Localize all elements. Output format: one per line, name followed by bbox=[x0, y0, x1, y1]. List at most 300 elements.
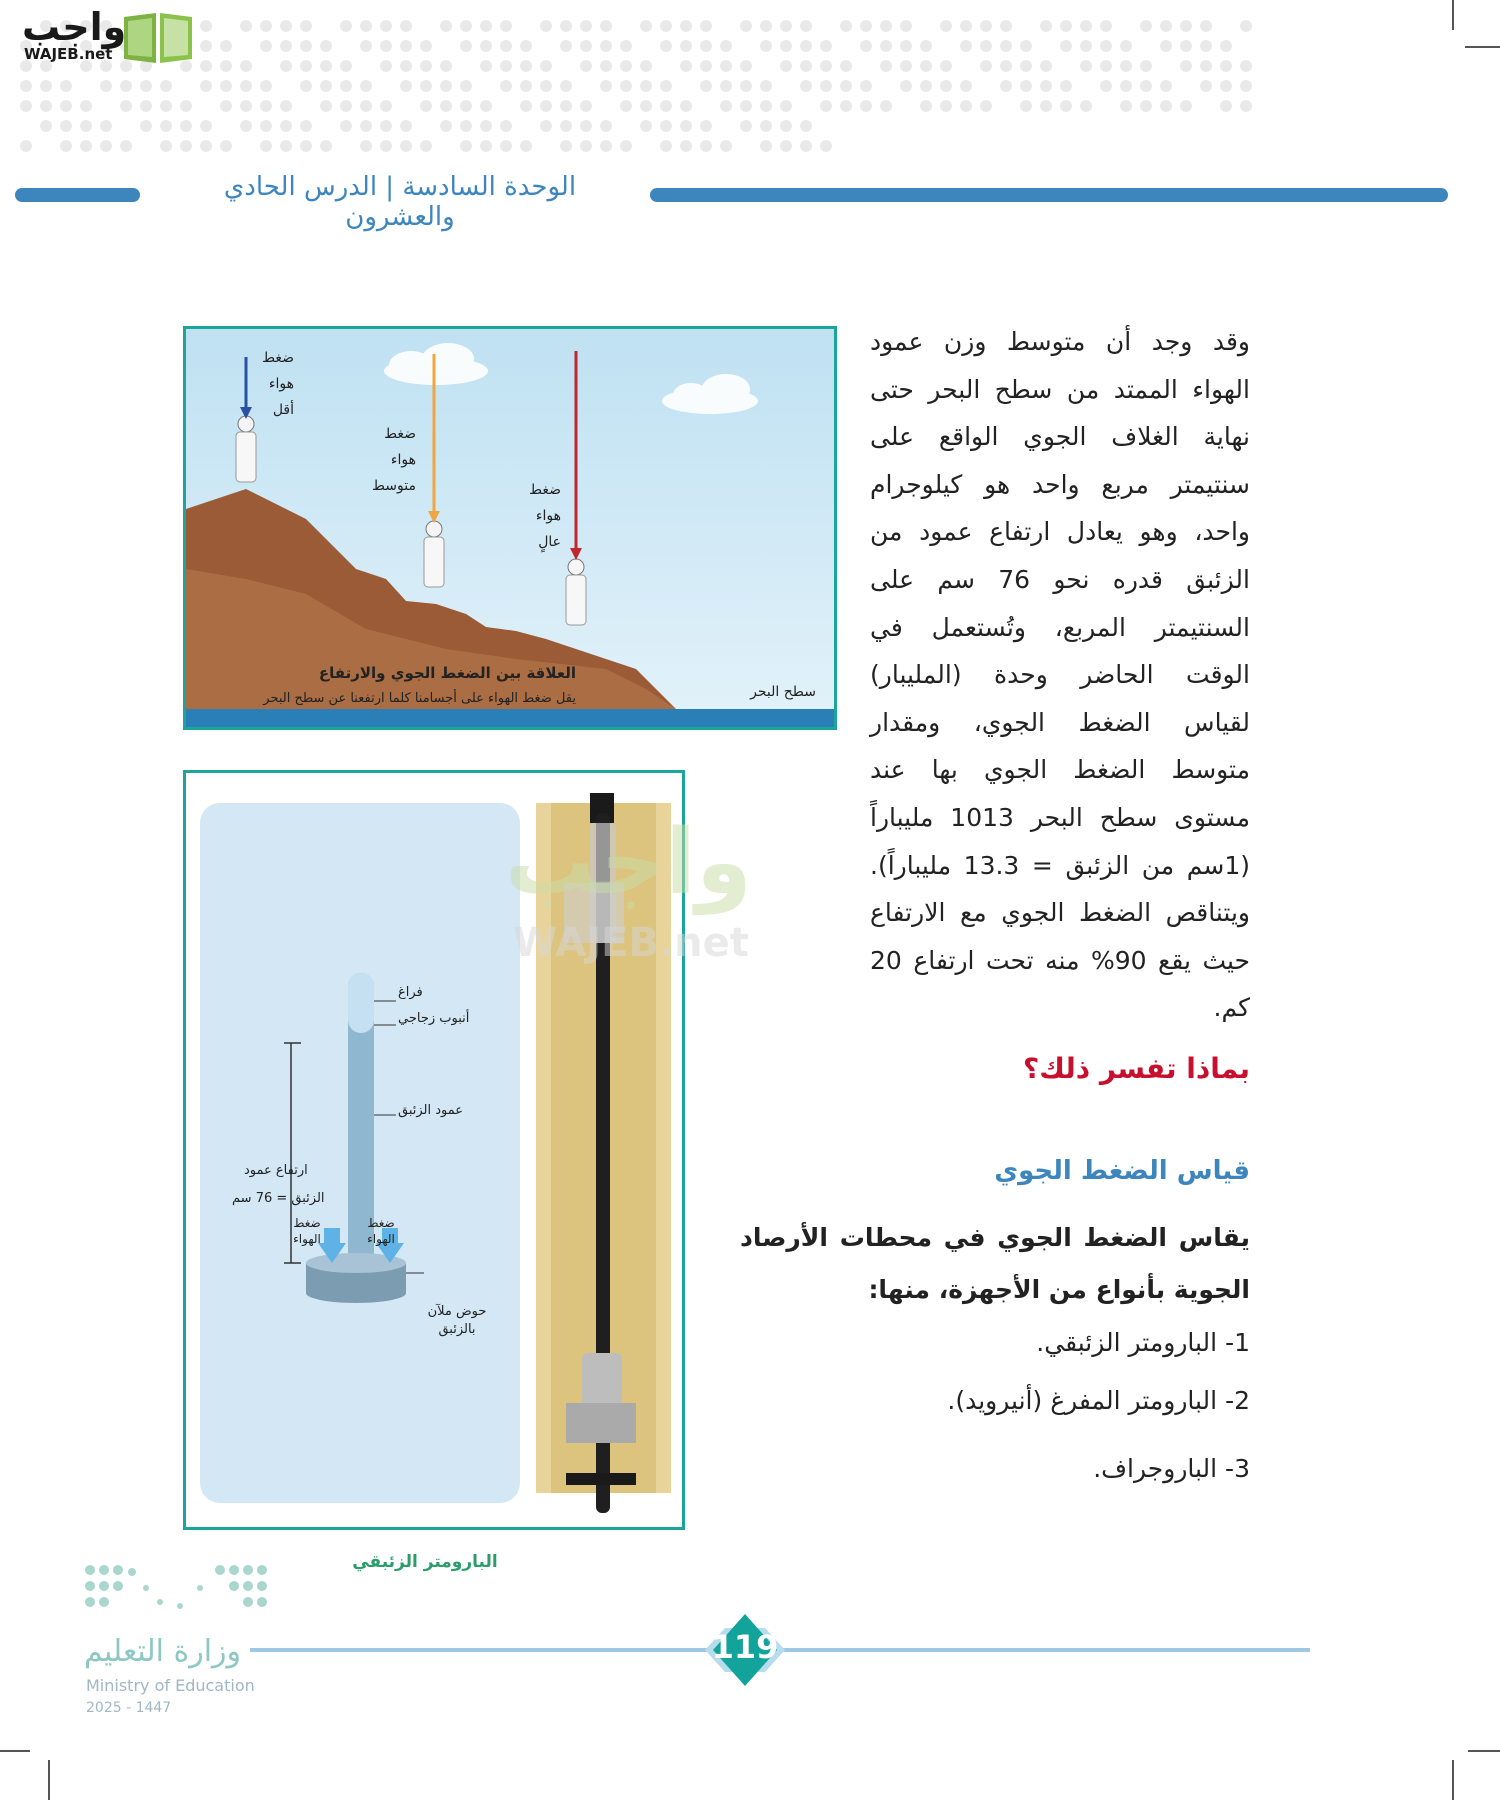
pattern-dot bbox=[580, 120, 592, 132]
pattern-dot bbox=[1220, 60, 1232, 72]
pattern-dot bbox=[820, 40, 832, 52]
logo-text-ar: واجب bbox=[22, 5, 127, 49]
pattern-dot bbox=[840, 80, 852, 92]
pattern-dot bbox=[960, 20, 972, 32]
pattern-dot bbox=[540, 80, 552, 92]
pattern-dot bbox=[260, 40, 272, 52]
pattern-dot bbox=[680, 60, 692, 72]
pattern-dot bbox=[1180, 40, 1192, 52]
watermark-ar: واجب bbox=[505, 810, 752, 915]
pattern-dot bbox=[1040, 100, 1052, 112]
pattern-dot bbox=[1100, 60, 1112, 72]
pattern-dot bbox=[260, 20, 272, 32]
pattern-dot bbox=[1240, 60, 1252, 72]
pattern-dot bbox=[40, 100, 52, 112]
pattern-dot bbox=[320, 80, 332, 92]
pattern-dot bbox=[840, 100, 852, 112]
person-icon-middle bbox=[424, 521, 444, 587]
pattern-dot bbox=[280, 140, 292, 152]
pattern-dot bbox=[700, 20, 712, 32]
altitude-pressure-figure bbox=[183, 326, 837, 730]
pattern-dot bbox=[1060, 20, 1072, 32]
pattern-dot bbox=[500, 120, 512, 132]
pattern-dot bbox=[260, 100, 272, 112]
pattern-dot bbox=[680, 140, 692, 152]
pattern-dot bbox=[900, 80, 912, 92]
pattern-dot bbox=[880, 40, 892, 52]
pattern-dot bbox=[460, 40, 472, 52]
pattern-dot bbox=[360, 140, 372, 152]
pattern-dot bbox=[500, 20, 512, 32]
pattern-dot bbox=[80, 120, 92, 132]
pattern-dot bbox=[300, 80, 312, 92]
crop-mark-top bbox=[1452, 0, 1454, 30]
watermark-en: WAJEB.net bbox=[513, 920, 749, 966]
pattern-dot bbox=[220, 60, 232, 72]
pattern-dot bbox=[1180, 100, 1192, 112]
pattern-dot bbox=[1000, 40, 1012, 52]
list-item: 1- البارومتر الزئبقي. bbox=[1036, 1328, 1250, 1357]
pattern-dot bbox=[760, 40, 772, 52]
person-icon-bottom bbox=[566, 559, 586, 625]
pattern-dot bbox=[840, 60, 852, 72]
pattern-dot bbox=[640, 60, 652, 72]
pattern-dot bbox=[700, 140, 712, 152]
pattern-dot bbox=[100, 80, 112, 92]
pattern-dot bbox=[600, 120, 612, 132]
pattern-dot bbox=[140, 100, 152, 112]
label-high-pressure: ضغط هواء عالٍ bbox=[529, 482, 561, 550]
pattern-dot bbox=[1000, 60, 1012, 72]
pattern-dot bbox=[620, 80, 632, 92]
pattern-dot bbox=[80, 100, 92, 112]
pattern-dot bbox=[660, 120, 672, 132]
pattern-dot bbox=[300, 140, 312, 152]
pattern-dot bbox=[160, 120, 172, 132]
pattern-dot bbox=[560, 140, 572, 152]
section-paragraph: يقاس الضغط الجوي في محطات الأرصاد الجوية بأنواع من الأجهزة، منها: bbox=[740, 1223, 1250, 1304]
pattern-dot bbox=[800, 120, 812, 132]
pattern-dot bbox=[760, 120, 772, 132]
pattern-dot bbox=[40, 120, 52, 132]
pattern-dot bbox=[1100, 40, 1112, 52]
pattern-dot bbox=[820, 100, 832, 112]
main-paragraph: وقد وجد أن متوسط وزن عمود الهواء الممتد من سطح البحر حتى نهاية الغلاف الجوي الواقع على سنتيمتر مربع واحد هو كيلوجرام واحد، وهو يعادل ارتفاع عمود من الزئبق قدره نحو 76 سم على السنتيمتر المربع، وتُستعمل في الوقت الحاضر وحدة (المليبار) لقياس الضغط الجوي، ومقدار متوسط الضغط الجوي بها عند مستوى سطح البحر 1013 مليباراً (1سم من الزئبق = 13.3 مليباراً). ويتناقص الضغط الجوي مع الارتفاع حيث يقع 90% منه تحت ارتفاع 20 كم. bbox=[870, 327, 1250, 1023]
pattern-dot bbox=[940, 100, 952, 112]
pattern-dot bbox=[420, 80, 432, 92]
pattern-dot bbox=[280, 120, 292, 132]
pattern-dot bbox=[480, 100, 492, 112]
pattern-dot bbox=[1000, 20, 1012, 32]
pattern-dot bbox=[720, 60, 732, 72]
pattern-dot bbox=[800, 140, 812, 152]
pattern-dot bbox=[600, 80, 612, 92]
pattern-dot bbox=[600, 60, 612, 72]
pattern-dot bbox=[380, 120, 392, 132]
pattern-dot bbox=[300, 120, 312, 132]
pattern-dot bbox=[500, 40, 512, 52]
pattern-dot bbox=[500, 140, 512, 152]
pattern-dot bbox=[280, 100, 292, 112]
header-band bbox=[0, 0, 1500, 230]
pattern-dot bbox=[760, 140, 772, 152]
pattern-dot bbox=[1080, 60, 1092, 72]
pattern-dot bbox=[780, 20, 792, 32]
pattern-dot bbox=[1120, 60, 1132, 72]
label-air-pressure-left: ضغط الهواء bbox=[293, 1216, 321, 1246]
pattern-dot bbox=[580, 100, 592, 112]
pattern-dot bbox=[380, 60, 392, 72]
crop-mark-right-low bbox=[1468, 1750, 1500, 1752]
wajeb-logo[interactable] bbox=[10, 5, 190, 67]
pattern-dot bbox=[440, 80, 452, 92]
pattern-dot bbox=[640, 100, 652, 112]
pattern-dot bbox=[320, 140, 332, 152]
pattern-dot bbox=[460, 80, 472, 92]
pattern-dot bbox=[780, 140, 792, 152]
pattern-dot bbox=[860, 40, 872, 52]
label-low-pressure: ضغط هواء أقل bbox=[262, 350, 294, 418]
pattern-dot bbox=[400, 40, 412, 52]
pattern-dot bbox=[20, 80, 32, 92]
pattern-dot bbox=[20, 100, 32, 112]
pattern-dot bbox=[760, 100, 772, 112]
pattern-dot bbox=[1200, 60, 1212, 72]
person-icon-top bbox=[236, 416, 256, 482]
pattern-dot bbox=[620, 60, 632, 72]
label-glass-tube: أنبوب زجاجي bbox=[398, 1011, 470, 1026]
label-column-height-2: الزئبق = 76 سم bbox=[232, 1191, 325, 1206]
pattern-dot bbox=[680, 100, 692, 112]
pattern-dot bbox=[200, 140, 212, 152]
pattern-dot bbox=[20, 140, 32, 152]
label-air-pressure-right: ضغط الهواء bbox=[367, 1216, 395, 1246]
pattern-dot bbox=[920, 100, 932, 112]
pattern-dot bbox=[920, 80, 932, 92]
pattern-dot bbox=[1220, 100, 1232, 112]
pattern-dot bbox=[440, 20, 452, 32]
pattern-dot bbox=[420, 140, 432, 152]
figure1-caption-title: العلاقة بين الضغط الجوي والارتفاع bbox=[318, 664, 576, 682]
pattern-dot bbox=[620, 100, 632, 112]
pattern-dot bbox=[660, 20, 672, 32]
list-item: 2- البارومتر المفرغ (أنيرويد). bbox=[947, 1386, 1250, 1415]
pattern-dot bbox=[1240, 100, 1252, 112]
pattern-dot bbox=[1020, 60, 1032, 72]
pattern-dot bbox=[800, 20, 812, 32]
pattern-dot bbox=[200, 20, 212, 32]
header-bar-left bbox=[15, 188, 140, 202]
pattern-dot bbox=[480, 120, 492, 132]
pattern-dot bbox=[680, 20, 692, 32]
pattern-dot bbox=[320, 60, 332, 72]
pattern-dot bbox=[180, 120, 192, 132]
crop-mark-right bbox=[1465, 46, 1500, 48]
pattern-dot bbox=[1100, 20, 1112, 32]
pattern-dot bbox=[1240, 80, 1252, 92]
pattern-dot bbox=[800, 60, 812, 72]
pattern-dot bbox=[1060, 100, 1072, 112]
pattern-dot bbox=[640, 80, 652, 92]
pattern-dot bbox=[1120, 80, 1132, 92]
pattern-dot bbox=[260, 140, 272, 152]
book-icon bbox=[122, 9, 194, 65]
pattern-dot bbox=[500, 60, 512, 72]
pattern-dot bbox=[360, 80, 372, 92]
pattern-dot bbox=[620, 40, 632, 52]
pattern-dot bbox=[300, 60, 312, 72]
pattern-dot bbox=[640, 20, 652, 32]
pattern-dot bbox=[740, 120, 752, 132]
pattern-dot bbox=[540, 60, 552, 72]
pattern-dot bbox=[940, 80, 952, 92]
pattern-dot bbox=[1140, 80, 1152, 92]
pattern-dot bbox=[700, 60, 712, 72]
pattern-dot bbox=[480, 140, 492, 152]
pattern-dot bbox=[400, 20, 412, 32]
pattern-dot bbox=[1180, 20, 1192, 32]
pattern-dot bbox=[60, 100, 72, 112]
figure1-caption-sub: يقل ضغط الهواء على أجسامنا كلما ارتفعنا عن سطح البحر bbox=[263, 691, 576, 706]
pattern-dot bbox=[660, 140, 672, 152]
label-medium-pressure: ضغط هواء متوسط bbox=[372, 426, 416, 494]
pattern-dot bbox=[1200, 20, 1212, 32]
pattern-dot bbox=[560, 120, 572, 132]
pattern-dot bbox=[300, 20, 312, 32]
pattern-dot bbox=[160, 100, 172, 112]
pattern-dot bbox=[60, 120, 72, 132]
pattern-dot bbox=[1120, 40, 1132, 52]
pattern-dot bbox=[1160, 80, 1172, 92]
pattern-dot bbox=[540, 120, 552, 132]
pattern-dot bbox=[980, 60, 992, 72]
pattern-dot bbox=[240, 20, 252, 32]
pattern-dot bbox=[220, 100, 232, 112]
pattern-dot bbox=[520, 100, 532, 112]
pattern-dot bbox=[980, 20, 992, 32]
pattern-dot bbox=[360, 100, 372, 112]
pattern-dot bbox=[460, 120, 472, 132]
pattern-dot bbox=[660, 40, 672, 52]
pattern-dot bbox=[580, 40, 592, 52]
pattern-dot bbox=[140, 80, 152, 92]
pattern-dot bbox=[420, 40, 432, 52]
section-title: قياس الضغط الجوي bbox=[994, 1156, 1250, 1186]
crop-mark-bottom-left bbox=[48, 1760, 50, 1800]
pattern-dot bbox=[780, 60, 792, 72]
pattern-dot bbox=[880, 100, 892, 112]
pattern-dot bbox=[600, 140, 612, 152]
pattern-dot bbox=[900, 40, 912, 52]
pattern-dot bbox=[540, 100, 552, 112]
label-vacuum: فراغ bbox=[398, 985, 423, 1000]
pattern-dot bbox=[520, 140, 532, 152]
pattern-dot bbox=[700, 40, 712, 52]
pattern-dot bbox=[960, 100, 972, 112]
pattern-dot bbox=[1120, 100, 1132, 112]
pattern-dot bbox=[1140, 60, 1152, 72]
pattern-dot bbox=[1000, 80, 1012, 92]
pattern-dot bbox=[760, 20, 772, 32]
pattern-dot bbox=[1200, 40, 1212, 52]
pattern-dot bbox=[460, 20, 472, 32]
pattern-dot bbox=[480, 20, 492, 32]
pattern-dot bbox=[300, 40, 312, 52]
pattern-dot bbox=[1080, 20, 1092, 32]
pattern-dot bbox=[280, 40, 292, 52]
ministry-name-ar: وزارة التعليم bbox=[84, 1634, 242, 1669]
pattern-dot bbox=[360, 40, 372, 52]
pattern-dot bbox=[660, 80, 672, 92]
pattern-dot bbox=[400, 60, 412, 72]
pattern-dot bbox=[580, 20, 592, 32]
pattern-dot bbox=[920, 60, 932, 72]
pattern-dot bbox=[740, 80, 752, 92]
pattern-dot bbox=[680, 40, 692, 52]
pattern-dot bbox=[340, 80, 352, 92]
pattern-dot bbox=[220, 80, 232, 92]
pattern-dot bbox=[100, 120, 112, 132]
pattern-dot bbox=[840, 20, 852, 32]
pattern-dot bbox=[340, 60, 352, 72]
list-item: 3- الباروجراف. bbox=[1093, 1454, 1250, 1483]
header-dot-pattern bbox=[20, 20, 1252, 152]
pattern-dot bbox=[220, 140, 232, 152]
pattern-dot bbox=[400, 80, 412, 92]
pattern-dot bbox=[680, 120, 692, 132]
pattern-dot bbox=[100, 140, 112, 152]
pattern-dot bbox=[580, 140, 592, 152]
pattern-dot bbox=[260, 120, 272, 132]
pattern-dot bbox=[860, 80, 872, 92]
pattern-dot bbox=[120, 100, 132, 112]
pattern-dot bbox=[400, 120, 412, 132]
pattern-dot bbox=[1160, 20, 1172, 32]
sea-level-label: سطح البحر bbox=[750, 684, 816, 700]
pattern-dot bbox=[780, 40, 792, 52]
pattern-dot bbox=[820, 60, 832, 72]
question-heading: بماذا تفسر ذلك؟ bbox=[1022, 1052, 1250, 1085]
pattern-dot bbox=[780, 100, 792, 112]
pattern-dot bbox=[720, 100, 732, 112]
pattern-dot bbox=[1080, 40, 1092, 52]
pattern-dot bbox=[240, 120, 252, 132]
pattern-dot bbox=[280, 60, 292, 72]
label-mercury-column: عمود الزئبق bbox=[398, 1103, 464, 1118]
pattern-dot bbox=[700, 120, 712, 132]
logo-text-en: WAJEB.net bbox=[24, 45, 113, 63]
pattern-dot bbox=[240, 100, 252, 112]
pattern-dot bbox=[360, 120, 372, 132]
pattern-dot bbox=[800, 40, 812, 52]
pattern-dot bbox=[580, 60, 592, 72]
pattern-dot bbox=[820, 80, 832, 92]
pattern-dot bbox=[740, 60, 752, 72]
header-title: الوحدة السادسة | الدرس الحادي والعشرون bbox=[160, 172, 640, 232]
pattern-dot bbox=[80, 140, 92, 152]
pattern-dot bbox=[1060, 80, 1072, 92]
pattern-dot bbox=[740, 20, 752, 32]
pattern-dot bbox=[260, 80, 272, 92]
pattern-dot bbox=[160, 140, 172, 152]
pattern-dot bbox=[340, 120, 352, 132]
pattern-dot bbox=[760, 80, 772, 92]
pattern-dot bbox=[360, 20, 372, 32]
pattern-dot bbox=[380, 40, 392, 52]
pattern-dot bbox=[1060, 40, 1072, 52]
pattern-dot bbox=[1200, 80, 1212, 92]
pattern-dot bbox=[620, 140, 632, 152]
pattern-dot bbox=[720, 40, 732, 52]
pattern-dot bbox=[1020, 80, 1032, 92]
crop-mark-bottom-right bbox=[1452, 1760, 1454, 1800]
pattern-dot bbox=[120, 140, 132, 152]
pattern-dot bbox=[740, 100, 752, 112]
pattern-dot bbox=[940, 20, 952, 32]
pattern-dot bbox=[1020, 100, 1032, 112]
pattern-dot bbox=[1220, 80, 1232, 92]
pattern-dot bbox=[940, 60, 952, 72]
pattern-dot bbox=[420, 60, 432, 72]
pattern-dot bbox=[980, 40, 992, 52]
pattern-dot bbox=[540, 20, 552, 32]
pattern-dot bbox=[720, 80, 732, 92]
pattern-dot bbox=[560, 80, 572, 92]
pattern-dot bbox=[560, 100, 572, 112]
pattern-dot bbox=[340, 20, 352, 32]
pattern-dot bbox=[340, 100, 352, 112]
pattern-dot bbox=[60, 80, 72, 92]
pattern-dot bbox=[860, 20, 872, 32]
pattern-dot bbox=[1140, 20, 1152, 32]
pattern-dot bbox=[1220, 40, 1232, 52]
label-mercury-basin: حوض ملآن بالزئبق bbox=[427, 1304, 487, 1337]
pattern-dot bbox=[240, 80, 252, 92]
pattern-dot bbox=[180, 140, 192, 152]
pattern-dot bbox=[1040, 60, 1052, 72]
pattern-dot bbox=[520, 80, 532, 92]
pattern-dot bbox=[800, 80, 812, 92]
pattern-dot bbox=[900, 20, 912, 32]
figure2-caption: البارومتر الزئبقي bbox=[352, 1552, 498, 1572]
label-column-height-1: ارتفاع عمود bbox=[244, 1163, 308, 1178]
pattern-dot bbox=[200, 80, 212, 92]
ministry-name-en: Ministry of Education bbox=[86, 1676, 255, 1695]
pattern-dot bbox=[140, 120, 152, 132]
pattern-dot bbox=[200, 120, 212, 132]
header-bar-right bbox=[650, 188, 1448, 202]
pattern-dot bbox=[980, 100, 992, 112]
pattern-dot bbox=[600, 20, 612, 32]
pattern-dot bbox=[820, 140, 832, 152]
pattern-dot bbox=[880, 20, 892, 32]
pattern-dot bbox=[900, 60, 912, 72]
pattern-dot bbox=[960, 40, 972, 52]
pattern-dot bbox=[660, 100, 672, 112]
pattern-dot bbox=[560, 40, 572, 52]
pattern-dot bbox=[200, 40, 212, 52]
crop-mark-left bbox=[0, 1750, 30, 1752]
pattern-dot bbox=[460, 140, 472, 152]
pattern-dot bbox=[220, 40, 232, 52]
pattern-dot bbox=[200, 60, 212, 72]
pattern-dot bbox=[480, 60, 492, 72]
pattern-dot bbox=[780, 120, 792, 132]
pattern-dot bbox=[440, 120, 452, 132]
pattern-dot bbox=[240, 60, 252, 72]
pattern-dot bbox=[1080, 100, 1092, 112]
pattern-dot bbox=[600, 40, 612, 52]
